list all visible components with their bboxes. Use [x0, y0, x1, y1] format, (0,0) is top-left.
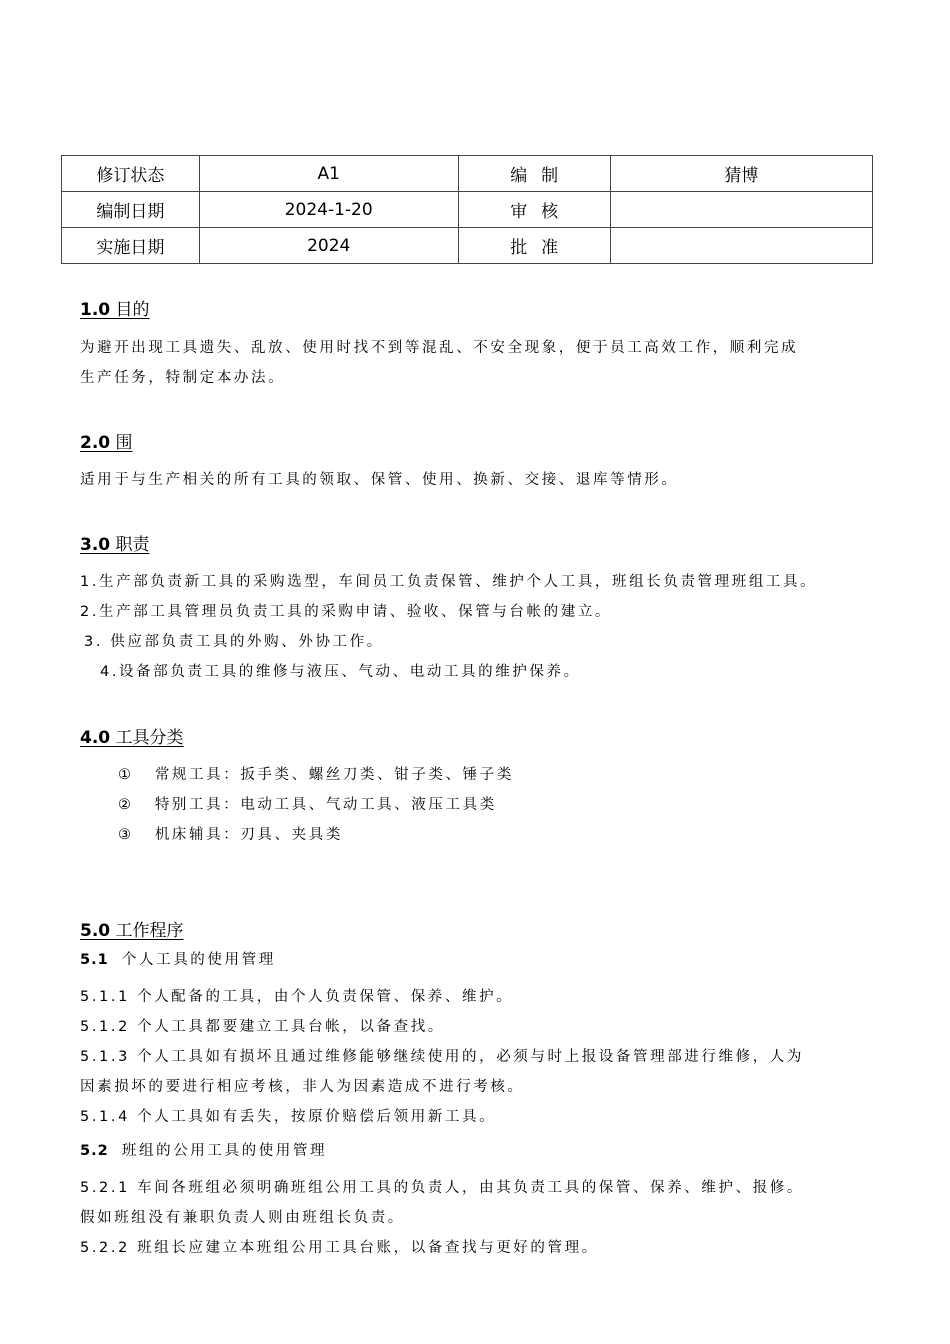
- reviewed-by-value: [610, 192, 872, 228]
- subsection-heading-team-tools: [80, 1139, 327, 1160]
- section-heading-responsibilities: [80, 530, 150, 555]
- paragraph-line: 为避开出现工具遗失、乱放、使用时找不到等混乱、不安全现象，便于员工高效工作，顺利完成: [80, 340, 799, 356]
- clause-line: 5.1.1 个人配备的工具，由个人负责保管、保养、维护。: [80, 989, 514, 1005]
- paragraph-line: 生产任务，特制定本办法。: [80, 370, 286, 386]
- subsection-number: 5.1: [80, 952, 109, 968]
- section-number: 1.0: [80, 300, 111, 320]
- circled-number-marker: ②: [118, 797, 134, 813]
- section-heading-scope: [80, 428, 133, 453]
- section-title: 目的: [115, 300, 150, 320]
- clause-line: 5.2.2 班组长应建立本班组公用工具台账，以备查找与更好的管理。: [80, 1240, 599, 1256]
- paragraph-line: 适用于与生产相关的所有工具的领取、保管、使用、换新、交接、退库等情形。: [80, 472, 679, 488]
- revision-status-value: A1: [199, 156, 458, 192]
- list-item-text: 常规工具：扳手类、螺丝刀类、钳子类、锤子类: [154, 767, 514, 783]
- list-item: 2.生产部工具管理员负责工具的采购申请、验收、保管与台帐的建立。: [80, 604, 613, 620]
- circled-number-marker: ③: [118, 827, 134, 843]
- effective-date-label: 实施日期: [62, 228, 200, 264]
- revision-status-label: 修订状态: [62, 156, 200, 192]
- section-heading-purpose: [80, 295, 150, 320]
- clause-line: 5.1.3 个人工具如有损坏且通过维修能够继续使用的，必须与时上报设备管理部进行维修，人为: [80, 1049, 804, 1065]
- clause-line: 5.2.1 车间各班组必须明确班组公用工具的负责人，由其负责工具的保管、保养、维护、报修。: [80, 1180, 804, 1196]
- effective-date-value: 2024: [199, 228, 458, 264]
- list-item: [118, 760, 514, 790]
- list-item: 3. 供应部负责工具的外购、外协工作。: [84, 634, 384, 650]
- list-item-text: 特别工具：电动工具、气动工具、液压工具类: [154, 797, 497, 813]
- list-item: [118, 790, 497, 820]
- list-item: 4.设备部负责工具的维修与液压、气动、电动工具的维护保养。: [100, 664, 581, 680]
- table-row: [62, 156, 873, 192]
- subsection-heading-personal-tools: [80, 948, 276, 969]
- section-number: 4.0: [80, 728, 111, 748]
- circled-number-marker: ①: [118, 767, 134, 783]
- prepared-date-value: 2024-1-20: [199, 192, 458, 228]
- prepared-date-label: 编制日期: [62, 192, 200, 228]
- reviewed-by-label: 审核: [458, 192, 610, 228]
- table-row: [62, 228, 873, 264]
- prepared-by-value: 猜博: [610, 156, 872, 192]
- section-title: 工作程序: [115, 921, 184, 941]
- section-number: 2.0: [80, 433, 111, 453]
- prepared-by-label: 编制: [458, 156, 610, 192]
- subsection-title: 班组的公用工具的使用管理: [121, 1143, 328, 1159]
- table-row: [62, 192, 873, 228]
- section-title: 职责: [115, 535, 150, 555]
- section-title: 工具分类: [115, 728, 184, 748]
- clause-line: 5.1.4 个人工具如有丢失，按原价赔偿后领用新工具。: [80, 1109, 497, 1125]
- subsection-number: 5.2: [80, 1143, 109, 1159]
- list-item: 1.生产部负责新工具的采购选型，车间员工负责保管、维护个人工具，班组长负责管理班组工具。: [80, 574, 818, 590]
- approved-by-value: [610, 228, 872, 264]
- section-heading-tool-categories: [80, 723, 184, 748]
- section-number: 3.0: [80, 535, 111, 555]
- section-heading-work-procedure: [80, 916, 184, 941]
- document-control-table: [61, 155, 873, 264]
- subsection-title: 个人工具的使用管理: [121, 952, 276, 968]
- clause-line: 因素损坏的要进行相应考核，非人为因素造成不进行考核。: [80, 1079, 525, 1095]
- clause-line: 5.1.2 个人工具都要建立工具台帐，以备查找。: [80, 1019, 445, 1035]
- approved-by-label: 批准: [458, 228, 610, 264]
- section-title: 围: [115, 433, 133, 453]
- list-item-text: 机床辅具：刃具、夹具类: [154, 827, 343, 843]
- list-item: [118, 820, 343, 850]
- clause-line: 假如班组没有兼职负责人则由班组长负责。: [80, 1210, 405, 1226]
- section-number: 5.0: [80, 921, 111, 941]
